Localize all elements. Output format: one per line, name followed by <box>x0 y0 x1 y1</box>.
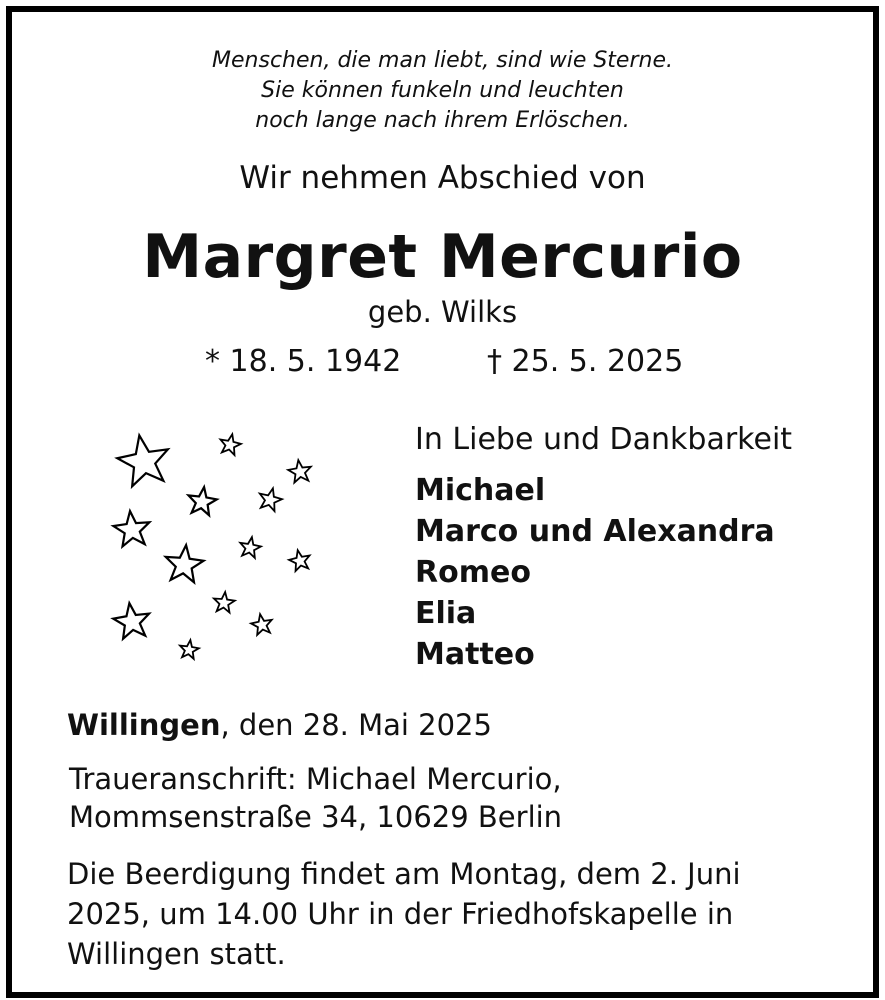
star-icon <box>113 603 149 639</box>
poem-line-1: Menschen, die man liebt, sind wie Sterne. <box>212 48 673 73</box>
birth-date: * 18. 5. 1942 <box>205 344 402 379</box>
place-date <box>67 708 492 742</box>
death-date: † 25. 5. 2025 <box>487 344 684 379</box>
mourner-name: Matteo <box>415 637 535 672</box>
funeral-line-1: Die Beerdigung findet am Montag, dem 2. Juni <box>67 857 741 891</box>
star-icon <box>289 550 309 571</box>
star-icon <box>214 592 235 612</box>
thanks-text: In Liebe und Dankbarkeit <box>415 422 793 457</box>
deceased-name: Margret Mercurio <box>142 222 743 292</box>
funeral-info <box>67 854 741 974</box>
star-icon <box>240 537 261 558</box>
mourner-name: Romeo <box>415 555 531 590</box>
star-icon <box>113 511 149 546</box>
star-icon <box>180 640 199 659</box>
address-line-2: Mommsenstraße 34, 10629 Berlin <box>69 800 563 834</box>
poem <box>12 46 873 136</box>
star-icon <box>251 614 272 635</box>
funeral-line-3: Willingen statt. <box>67 937 286 971</box>
obituary-card <box>6 6 879 998</box>
star-icon <box>260 488 282 511</box>
maiden-name: geb. Wilks <box>367 295 518 329</box>
mourning-address <box>69 760 562 836</box>
mourner-name: Michael <box>415 473 546 508</box>
star-icon <box>166 545 204 582</box>
star-icon <box>220 434 240 455</box>
star-icon <box>117 435 168 486</box>
address-line-1: Traueranschrift: Michael Mercurio, <box>69 762 562 796</box>
stars-icon <box>92 412 332 682</box>
mourners-list <box>415 470 775 675</box>
funeral-line-2: 2025, um 14.00 Uhr in der Friedhofskapelle in <box>67 897 734 931</box>
mourner-name: Marco und Alexandra <box>415 514 775 549</box>
place-town: Willingen <box>67 708 221 742</box>
place-date-text: , den 28. Mai 2025 <box>220 708 492 742</box>
intro-text: Wir nehmen Abschied von <box>239 160 646 196</box>
star-icon <box>189 487 217 515</box>
poem-line-2: Sie können funkeln und leuchten <box>261 78 624 103</box>
mourner-name: Elia <box>415 596 477 631</box>
star-icon <box>288 460 311 482</box>
poem-line-3: noch lange nach ihrem Erlöschen. <box>255 108 630 133</box>
